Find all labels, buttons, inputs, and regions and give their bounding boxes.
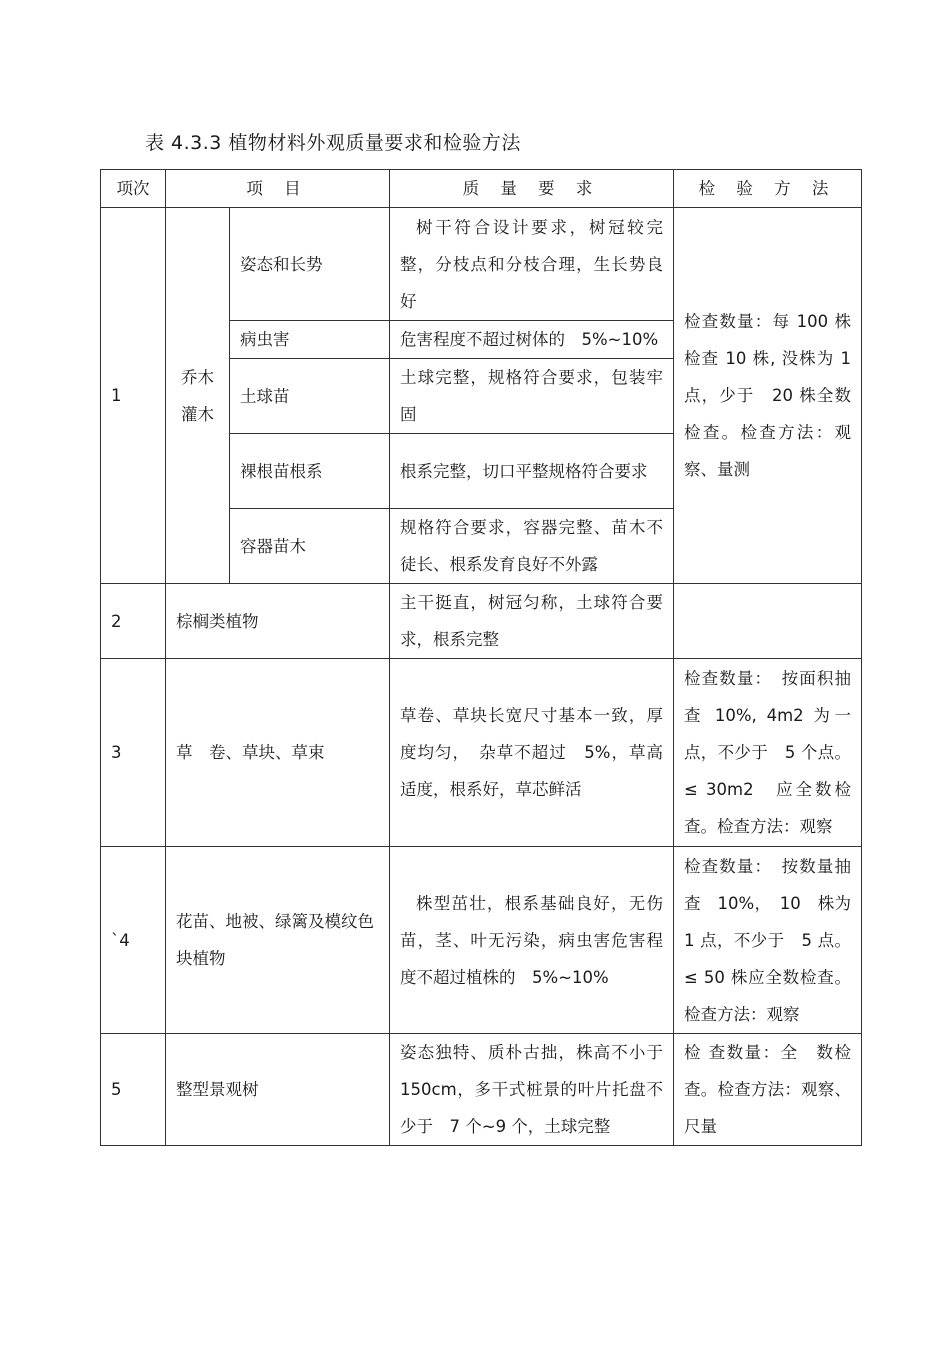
- table-row: [101, 584, 862, 659]
- row1-sub-quality: 树干符合设计要求，树冠较完整，分枝点和分枝合理，生长势良好: [390, 208, 674, 321]
- row1-index: 1: [101, 208, 166, 584]
- row1-sub-quality: 土球完整，规格符合要求，包装牢固: [390, 359, 674, 434]
- row3-item: 草 卷、草块、草束: [166, 659, 390, 847]
- row1-sub-item: 容器苗木: [230, 509, 390, 584]
- row1-method: 检查数量：每 100 株检查 10 株, 没株为 1 点，少于 20 株全数检查。检查方法：观察、量测: [674, 208, 862, 584]
- table-row: [101, 659, 862, 847]
- row5-item: 整型景观树: [166, 1034, 390, 1146]
- row4-item: 花苗、地被、绿篱及模纹色块植物: [166, 847, 390, 1034]
- table-row: [101, 1034, 862, 1146]
- row5-index: 5: [101, 1034, 166, 1146]
- row4-quality: 株型茁壮，根系基础良好，无伤苗，茎、叶无污染，病虫害危害程度不超过植株的 5%~10%: [390, 847, 674, 1034]
- row1-category-line2: 灌木: [181, 404, 214, 424]
- row2-quality: 主干挺直，树冠匀称，土球符合要求，根系完整: [390, 584, 674, 659]
- header-item: 项 目: [166, 170, 390, 208]
- table-caption: 表 4.3.3 植物材料外观质量要求和检验方法: [145, 132, 521, 154]
- row1-sub-item: 病虫害: [230, 321, 390, 359]
- row2-item: 棕榈类植物: [166, 584, 390, 659]
- row5-quality: 姿态独特、质朴古拙，株高不小于 150cm，多干式桩景的叶片托盘不少于 7 个~9 个，土球完整: [390, 1034, 674, 1146]
- header-method: 检 验 方 法: [674, 170, 862, 208]
- row5-method: 检 查数量：全 数检查。检查方法：观察、尺量: [674, 1034, 862, 1146]
- header-index: 项次: [101, 170, 166, 208]
- row1-category: [166, 208, 230, 584]
- row2-method: [674, 584, 862, 659]
- row4-index: `4: [101, 847, 166, 1034]
- row1-sub-quality: 根系完整，切口平整规格符合要求: [390, 434, 674, 509]
- row1-sub-item: 裸根苗根系: [230, 434, 390, 509]
- row1-sub-quality: 危害程度不超过树体的 5%~10%: [390, 321, 674, 359]
- header-row: [101, 170, 862, 208]
- row4-method: 检查数量： 按数量抽查 10%， 10 株为 1 点，不少于 5 点。≤ 50 株应全数检查。检查方法：观察: [674, 847, 862, 1034]
- row1-sub-item: 姿态和长势: [230, 208, 390, 321]
- row3-quality: 草卷、草块长宽尺寸基本一致，厚度均匀， 杂草不超过 5%，草高适度，根系好，草芯鲜活: [390, 659, 674, 847]
- row2-index: 2: [101, 584, 166, 659]
- header-quality: 质 量 要 求: [390, 170, 674, 208]
- row1-sub-item: 土球苗: [230, 359, 390, 434]
- row1-sub-quality: 规格符合要求，容器完整、苗木不徒长、根系发育良好不外露: [390, 509, 674, 584]
- table-row: [101, 208, 862, 321]
- plant-quality-table: [100, 169, 868, 1146]
- table-row: [101, 847, 862, 1034]
- row3-index: 3: [101, 659, 166, 847]
- row1-category-line1: 乔木: [181, 367, 214, 387]
- row3-method: 检查数量： 按面积抽查 10%, 4m2 为一点，不少于 5 个点。≤ 30m2 应全数检查。检查方法：观察: [674, 659, 862, 847]
